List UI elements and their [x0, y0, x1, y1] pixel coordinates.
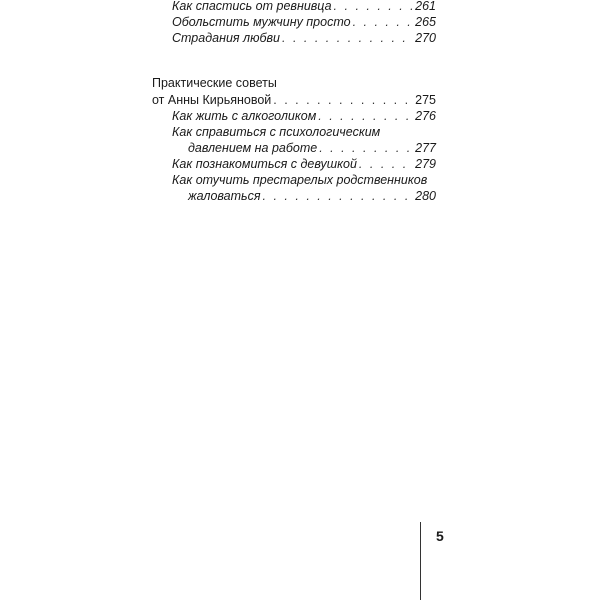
- toc-entry[interactable]: [172, 30, 436, 46]
- toc-entry-title: Обольстить мужчину просто: [172, 15, 351, 29]
- toc-entry-page: 276: [415, 109, 436, 123]
- toc-entry-page: 270: [415, 31, 436, 45]
- toc-entry-title-line2: жаловаться: [188, 189, 261, 203]
- toc-entry-page: 277: [415, 141, 436, 155]
- toc-leader-dots: [318, 108, 413, 124]
- toc-entry-page: 279: [415, 157, 436, 171]
- toc-entry[interactable]: [188, 188, 436, 204]
- toc-leader-dots: [273, 92, 413, 108]
- page-margin-rule: [420, 522, 421, 600]
- toc-leader-dots: [319, 140, 413, 156]
- toc-entry[interactable]: [172, 108, 436, 124]
- toc-leader-dots: [334, 0, 414, 14]
- toc-entry[interactable]: [172, 14, 436, 30]
- toc-entry-title-line2: давлением на работе: [188, 141, 318, 155]
- toc-entry-title-line1: Как справиться с психологическим: [172, 125, 381, 139]
- toc-section-title-line1: Практические советы: [152, 76, 277, 90]
- toc-entry-title-line1: Как отучить престарелых родственников: [172, 173, 428, 187]
- toc-section-entry[interactable]: [152, 92, 436, 108]
- toc-section-title-line2: от Анны Кирьяновой: [152, 93, 272, 107]
- toc-leader-dots: [263, 188, 414, 204]
- toc-entry[interactable]: [172, 0, 436, 14]
- toc-entry-title: Как познакомиться с девушкой: [172, 157, 357, 171]
- toc-entry-title: Как спастись от ревнивца: [172, 0, 332, 13]
- toc-entry[interactable]: [188, 140, 436, 156]
- page-number: 5: [436, 528, 444, 544]
- toc-leader-dots: [282, 30, 413, 46]
- toc-entry-page: 265: [415, 15, 436, 29]
- toc-entry-title: Как жить с алкоголиком: [172, 109, 317, 123]
- toc-leader-dots: [359, 156, 413, 172]
- toc-section-page: 275: [415, 93, 436, 107]
- toc-entry[interactable]: [172, 156, 436, 172]
- toc-entry-title: Страдания любви: [172, 31, 281, 45]
- toc-entry-page: 280: [415, 189, 436, 203]
- toc-leader-dots: [353, 14, 414, 30]
- toc-entry-page: 261: [415, 0, 436, 13]
